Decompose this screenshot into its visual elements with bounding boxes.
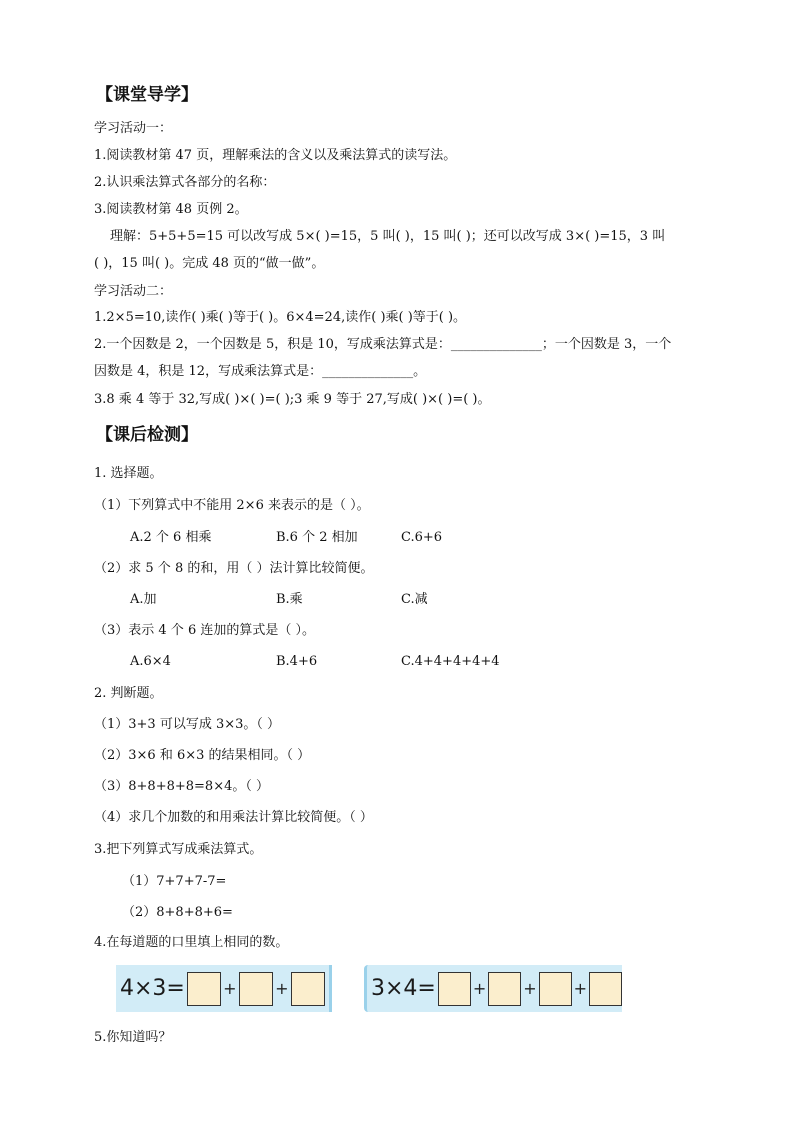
q2-title: 2. 判断题。 (94, 686, 163, 701)
q1-2-option-a: A.加 (130, 592, 157, 607)
q4-left-equation: 4×3= (120, 976, 185, 1001)
q2-1: （1）3+3 可以写成 3×3。（ ） (94, 717, 281, 732)
answer-box[interactable] (239, 972, 273, 1006)
activity2-title: 学习活动二： (94, 284, 173, 299)
q1-2-option-b: B.乘 (276, 592, 303, 607)
plus-sign: + (573, 979, 588, 998)
activity2-item1: 1.2×5=10,读作( )乘( )等于( )。6×4=24,读作( )乘( )等于( )。 (94, 310, 467, 325)
plus-sign: + (223, 979, 237, 998)
q1-1: （1）下列算式中不能用 2×6 来表示的是（ ）。 (94, 498, 370, 513)
q3-2: （2）8+8+8+6= (122, 905, 233, 920)
q1-1-option-a: A.2 个 6 相乘 (130, 530, 212, 545)
section-heading-classroom-guide: 【课堂导学】 (96, 85, 198, 105)
q5-title: 5.你知道吗？ (94, 1030, 172, 1045)
q4-figure-left (116, 965, 332, 1012)
q1-2-option-c: C.减 (401, 592, 428, 607)
activity2-item2-line2: 因数是 4，积是 12，写成乘法算式是：______________。 (94, 364, 427, 379)
q4-figure-right (364, 965, 622, 1012)
answer-box[interactable] (438, 972, 471, 1006)
q4-title: 4.在每道题的口里填上相同的数。 (94, 935, 289, 950)
plus-sign: + (275, 979, 289, 998)
q1-3-option-b: B.4+6 (276, 654, 318, 669)
q2-2: （2）3×6 和 6×3 的结果相同。（ ） (94, 748, 311, 763)
q1-1-option-b: B.6 个 2 相加 (276, 530, 358, 545)
plus-sign: + (472, 979, 487, 998)
activity1-title: 学习活动一： (94, 121, 173, 136)
activity1-item3: 3.阅读教材第 48 页例 2。 (94, 202, 248, 217)
q1-2: （2）求 5 个 8 的和，用（ ）法计算比较简便。 (94, 561, 374, 576)
q2-4: （4）求几个加数的和用乘法计算比较简便。（ ） (94, 810, 373, 825)
q1-title: 1. 选择题。 (94, 466, 163, 481)
activity2-item2-line1: 2.一个因数是 2，一个因数是 5，积是 10，写成乘法算式是：______________；一个因数是 3，一个 (94, 337, 672, 352)
q4-right-equation: 3×4= (371, 976, 436, 1001)
activity1-item2: 2.认识乘法算式各部分的名称： (94, 175, 276, 190)
section-heading-after-class-test: 【课后检测】 (96, 425, 198, 445)
q1-3: （3）表示 4 个 6 连加的算式是（ ）。 (94, 623, 315, 638)
answer-box[interactable] (187, 972, 221, 1006)
answer-box[interactable] (488, 972, 521, 1006)
activity1-item3-line2: ( )，15 叫( )。完成 48 页的“做一做”。 (94, 256, 325, 271)
q1-1-option-c: C.6+6 (401, 530, 443, 545)
q3-1: （1）7+7+7-7= (122, 874, 227, 889)
activity2-item3: 3.8 乘 4 等于 32,写成( )×( )=( );3 乘 9 等于 27,写成( )×( )=( )。 (94, 392, 491, 407)
answer-box[interactable] (291, 972, 325, 1006)
q1-3-option-c: C.4+4+4+4+4 (401, 654, 500, 669)
plus-sign: + (523, 979, 537, 998)
answer-box[interactable] (589, 972, 622, 1006)
activity1-item3-line1: 理解：5+5+5=15 可以改写成 5×( )=15，5 叫( )，15 叫( )；还可以改写成 3×( )=15，3 叫 (110, 229, 666, 244)
answer-box[interactable] (539, 972, 572, 1006)
q2-3: （3）8+8+8+8=8×4。（ ） (94, 779, 269, 794)
activity1-item1: 1.阅读教材第 47 页，理解乘法的含义以及乘法算式的读写法。 (94, 148, 457, 163)
q3-title: 3.把下列算式写成乘法算式。 (94, 842, 263, 857)
q1-3-option-a: A.6×4 (130, 654, 171, 669)
